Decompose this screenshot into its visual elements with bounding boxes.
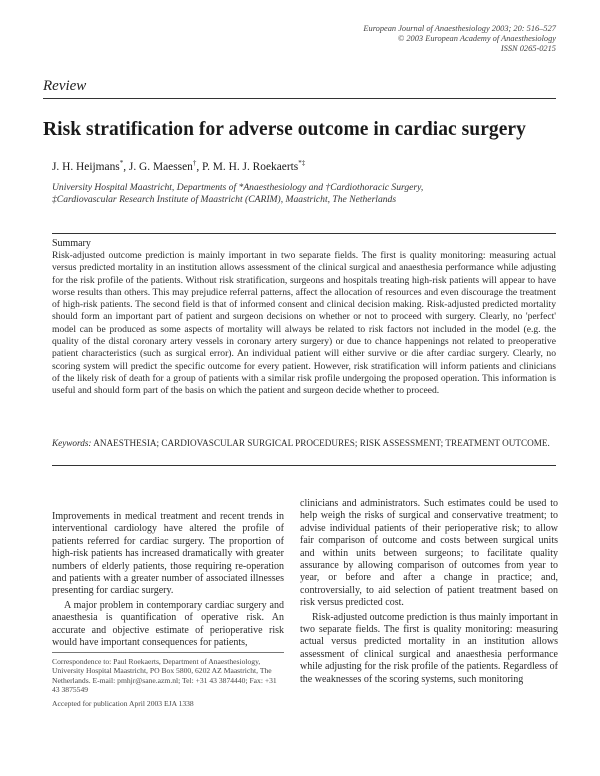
journal-copyright: © 2003 European Academy of Anaesthesiology	[397, 34, 556, 43]
correspondence-note: Correspondence to: Paul Roekaerts, Department of Anaesthesiology, University Hospital Maastricht, PO Box 5800, 6202 AZ Maastricht, The Netherlands. E-mail: pmhjr@sane.azm.nl; Tel: +31 43 3874440; Fax: +31 43 3875549	[52, 657, 277, 695]
affiliation-line: University Hospital Maastricht, Departments of *Anaesthesiology and †Cardiothoracic Surgery,	[52, 182, 424, 193]
keywords-text: ANAESTHESIA; CARDIOVASCULAR SURGICAL PROCEDURES; RISK ASSESSMENT; TREATMENT OUTCOME.	[93, 438, 550, 448]
author-affiliation-mark: †	[192, 159, 197, 167]
body-paragraph: Risk-adjusted outcome prediction is thus mainly important in two separate fields. The first is quality monitoring: measuring actual versus predicted mortality in an institution allows assessment of clinical surgical and anaesthesia performance while adjusting for the risk profile of the patients. Regardless of the weaknesses of the scoring systems, such monitoring	[300, 611, 558, 685]
summary-heading: Summary	[52, 238, 91, 249]
author-name: J. H. Heijmans	[52, 160, 120, 173]
keywords-label: Keywords:	[52, 438, 92, 448]
summary-text: Risk-adjusted outcome prediction is mainly important in two separate fields. The first is quality monitoring: measuring actual versus predicted mortality in an institution allows assessment of the clinical surgical and anaesthesia performance while adjusting for the risk profile of the patients. Without risk stratification, surgeons and hospitals treating high-risk patients will appear to have worse results than others. This may prejudice referral patterns, affect the allocation of resources and even discourage the treatment of high-risk patients. The second field is that of informed consent and clinical decision making. Risk-adjusted predicted mortality should form an important part of patient and surgeon decisions on whether or not to proceed with surgery. Clearly, no 'perfect' model can be produced as some aspects of mortality will always be related to risk factors not included in the model (e.g. the quality of the distal coronary artery vessels in coronary artery surgery) or due to chance happenings not related to preoperative patient characteristics (such as surgical error). An individual patient will either survive or die after cardiac surgery. Clearly, no scoring system will predict the specific outcome for every patient. However, risk stratification will inform patients and clinicians of the likely risk of death for a group of patients with a similar risk profile undergoing the proposed operation. This information is useful and should form part of the basis on which the patient and surgeon decide whether to proceed.	[52, 250, 556, 397]
header-rule	[43, 98, 556, 99]
author-affiliation-mark: *	[119, 159, 124, 167]
body-column-right	[300, 498, 558, 686]
summary-top-rule	[52, 233, 556, 234]
journal-issn: ISSN 0265-0215	[500, 44, 556, 53]
body-paragraph: A major problem in contemporary cardiac surgery and anaesthesia is quantification of operative risk. An accurate and objective estimate of perioperative risk would have important consequences for patients,	[52, 599, 284, 649]
author-list: J. H. Heijmans*, J. G. Maessen†, P. M. H. J. Roekaerts*‡	[52, 159, 306, 173]
accepted-note: Accepted for publication April 2003 EJA 1338	[52, 698, 194, 708]
author-affiliation-mark: *‡	[298, 159, 306, 167]
summary-bottom-rule	[52, 465, 556, 466]
body-paragraph: clinicians and administrators. Such estimates could be used to help weigh the risks of surgical and conservative treatment; to advise individual patients of their perioperative risk; to allow fair comparison of outcome and costs between surgical units and within units between surgeons; to facilitate quality assurance by allowing comparison of outcomes from year to year, or before and after a change in practice; and, controversially, to aid selection of patient treatment based on risk versus predicted cost.	[300, 498, 558, 609]
footnote-rule	[52, 652, 284, 653]
affiliations	[52, 182, 423, 206]
author-name: J. G. Maessen	[128, 160, 193, 173]
journal-header	[300, 24, 556, 54]
section-label: Review	[43, 78, 87, 94]
journal-citation: European Journal of Anaesthesiology 2003; 20: 516–527	[363, 24, 556, 33]
keywords	[52, 438, 556, 449]
body-column-left	[52, 511, 284, 649]
body-paragraph: Improvements in medical treatment and recent trends in interventional cardiology have altered the profile of patients referred for cardiac surgery. The proportion of high-risk patients has increased dramatically with greater numbers of elderly patients, those requiring re-operation and patients with a greater number of associated illnesses presenting for cardiac surgery.	[52, 511, 284, 597]
article-title: Risk stratification for adverse outcome in cardiac surgery	[43, 119, 526, 140]
author-name: P. M. H. J. Roekaerts	[202, 160, 299, 173]
affiliation-line: ‡Cardiovascular Research Institute of Maastricht (CARIM), Maastricht, The Netherlands	[52, 194, 397, 205]
footnotes	[52, 657, 284, 708]
